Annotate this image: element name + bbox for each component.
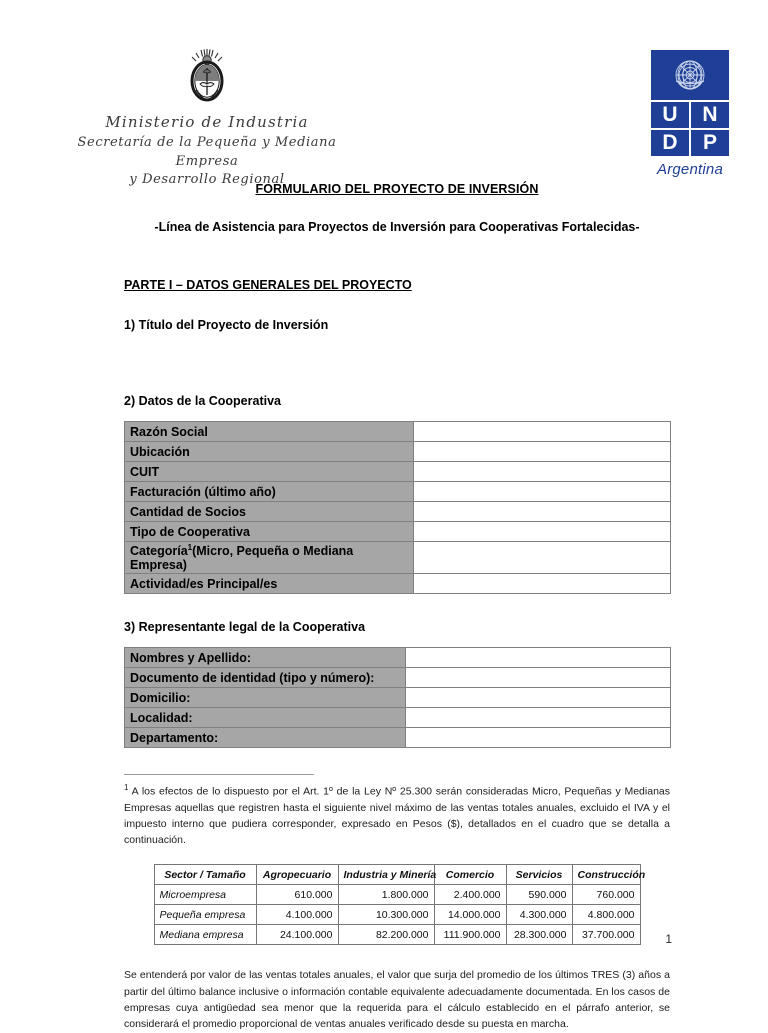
footnote-marker: 1 — [124, 783, 129, 793]
field-label-razon-social: Razón Social — [125, 422, 414, 442]
row-label-mediana-empresa: Mediana empresa — [154, 925, 256, 945]
pyme-thresholds-table — [154, 864, 646, 945]
page-subtitle: -Línea de Asistencia para Proyectos de Inversión para Cooperativas Fortalecidas- — [154, 220, 640, 234]
table-row — [125, 422, 671, 442]
field-label-localidad: Localidad: — [125, 708, 406, 728]
field-label-tipo-cooperativa: Tipo de Cooperativa — [125, 522, 414, 542]
argentina-coat-of-arms-icon — [184, 48, 230, 110]
united-nations-emblem-icon — [651, 50, 729, 100]
footnote-body: A los efectos de lo dispuesto por el Art. 1º de la Ley Nº 25.300 serán consideradas Micro, Pequeñas y Medianas Empresas aquellas que registren hasta el siguiente nivel máximo de las ventas totales anuales, excluido el IVA y el impuesto interno que pudiera corresponder, expresado en Pesos ($), detallados en el cuadro que se detalla a continuación. — [124, 785, 671, 846]
table-header-row — [154, 865, 640, 885]
table-row — [154, 905, 640, 925]
table-row — [154, 925, 640, 945]
cell-pequena-servicios: 4.300.000 — [506, 905, 572, 925]
field-value-categoria[interactable] — [414, 542, 671, 574]
cell-micro-comercio: 2.400.000 — [434, 885, 506, 905]
field-value-localidad[interactable] — [406, 708, 671, 728]
field-value-documento-identidad[interactable] — [406, 668, 671, 688]
undp-logo — [651, 50, 729, 156]
field-label-nombres-apellido: Nombres y Apellido: — [125, 648, 406, 668]
field-value-tipo-cooperativa[interactable] — [414, 522, 671, 542]
table-row — [125, 502, 671, 522]
footnote-separator-rule — [124, 774, 314, 775]
table-row — [125, 728, 671, 748]
field-label-cuit: CUIT — [125, 462, 414, 482]
table-row — [125, 482, 671, 502]
field-value-cantidad-socios[interactable] — [414, 502, 671, 522]
cell-micro-servicios: 590.000 — [506, 885, 572, 905]
cell-pequena-comercio: 14.000.000 — [434, 905, 506, 925]
column-header-sector-tamano: Sector / Tamaño — [154, 865, 256, 885]
field-label-actividad-principal: Actividad/es Principal/es — [125, 574, 414, 594]
section-heading-1: 1) Título del Proyecto de Inversión — [124, 318, 329, 332]
table-row — [125, 708, 671, 728]
undp-letter-p: P — [691, 130, 729, 156]
field-label-domicilio: Domicilio: — [125, 688, 406, 708]
column-header-comercio: Comercio — [434, 865, 506, 885]
ministry-line-3: y Desarrollo Regional — [129, 172, 285, 188]
closing-paragraph: Se entenderá por valor de las ventas totales anuales, el valor que surja del promedio de los últimos TRES (3) años a partir del último balance inclusive o información contable equivalente adecuadamente documentada. En los casos de empresas cuya antigüedad sea menor que la requerida para el cálculo establecido en el párrafo anterior, se considerará el promedio proporcional de ventas anuales verificado desde su puesta en marcha. — [124, 969, 670, 1031]
field-value-ubicacion[interactable] — [414, 442, 671, 462]
undp-logo-block — [642, 50, 738, 178]
ministry-line-2: Secretaría de la Pequeña y Mediana Empresa — [77, 134, 337, 169]
field-value-departamento[interactable] — [406, 728, 671, 748]
field-label-facturacion: Facturación (último año) — [125, 482, 414, 502]
cell-mediana-comercio: 111.900.000 — [434, 925, 506, 945]
ministry-line-1: Ministerio de Industria — [105, 113, 309, 131]
cell-mediana-industria: 82.200.000 — [338, 925, 434, 945]
table-row — [125, 668, 671, 688]
field-value-facturacion[interactable] — [414, 482, 671, 502]
undp-country-label: Argentina — [656, 161, 723, 178]
document-body — [0, 182, 768, 1033]
table-row — [125, 462, 671, 482]
footnote-text — [124, 782, 670, 848]
column-header-industria-mineria: Industria y Minería — [338, 865, 434, 885]
row-label-microempresa: Microempresa — [154, 885, 256, 905]
part-heading: PARTE I – DATOS GENERALES DEL PROYECTO — [124, 278, 412, 292]
cell-micro-agropecuario: 610.000 — [256, 885, 338, 905]
table-row — [125, 542, 671, 574]
field-value-domicilio[interactable] — [406, 688, 671, 708]
cell-pequena-construccion: 4.800.000 — [572, 905, 640, 925]
cell-pequena-agropecuario: 4.100.000 — [256, 905, 338, 925]
section-heading-3: 3) Representante legal de la Cooperativa — [124, 620, 366, 635]
footnote-area — [124, 774, 670, 848]
representative-data-table — [124, 647, 671, 748]
table-row — [125, 522, 671, 542]
column-header-construccion: Construcción — [572, 865, 640, 885]
field-label-categoria — [125, 542, 414, 574]
ministry-letterhead — [62, 48, 352, 190]
field-label-ubicacion: Ubicación — [125, 442, 414, 462]
field-value-cuit[interactable] — [414, 462, 671, 482]
table-row — [125, 574, 671, 594]
cell-mediana-construccion: 37.700.000 — [572, 925, 640, 945]
pyme-thresholds-table-wrap — [124, 864, 670, 945]
column-header-agropecuario: Agropecuario — [256, 865, 338, 885]
undp-letter-d: D — [651, 130, 689, 156]
table-row — [125, 688, 671, 708]
table-row — [125, 442, 671, 462]
page-title: FORMULARIO DEL PROYECTO DE INVERSIÓN — [255, 182, 539, 196]
field-value-nombres-apellido[interactable] — [406, 648, 671, 668]
row-label-pequena-empresa: Pequeña empresa — [154, 905, 256, 925]
undp-letter-grid — [651, 102, 729, 156]
undp-letter-u: U — [651, 102, 689, 128]
table-row — [154, 885, 640, 905]
cell-mediana-agropecuario: 24.100.000 — [256, 925, 338, 945]
table-row — [125, 648, 671, 668]
field-value-razon-social[interactable] — [414, 422, 671, 442]
cooperative-data-table — [124, 421, 671, 594]
cell-micro-industria: 1.800.000 — [338, 885, 434, 905]
undp-letter-n: N — [691, 102, 729, 128]
categoria-qualifier: (Micro, Pequeña o Mediana Empresa) — [130, 544, 354, 573]
field-label-cantidad-socios: Cantidad de Socios — [125, 502, 414, 522]
footnote-marker-ref: 1 — [187, 543, 193, 552]
field-value-actividad-principal[interactable] — [414, 574, 671, 594]
field-label-departamento: Departamento: — [125, 728, 406, 748]
ministry-name-lines — [62, 112, 352, 190]
cell-micro-construccion: 760.000 — [572, 885, 640, 905]
categoria-word: Categoría — [130, 544, 188, 559]
cell-pequena-industria: 10.300.000 — [338, 905, 434, 925]
column-header-servicios: Servicios — [506, 865, 572, 885]
page-number: 1 — [665, 932, 672, 946]
cell-mediana-servicios: 28.300.000 — [506, 925, 572, 945]
document-header — [0, 0, 768, 188]
field-label-documento-identidad: Documento de identidad (tipo y número): — [125, 668, 406, 688]
section-heading-2: 2) Datos de la Cooperativa — [124, 394, 281, 408]
